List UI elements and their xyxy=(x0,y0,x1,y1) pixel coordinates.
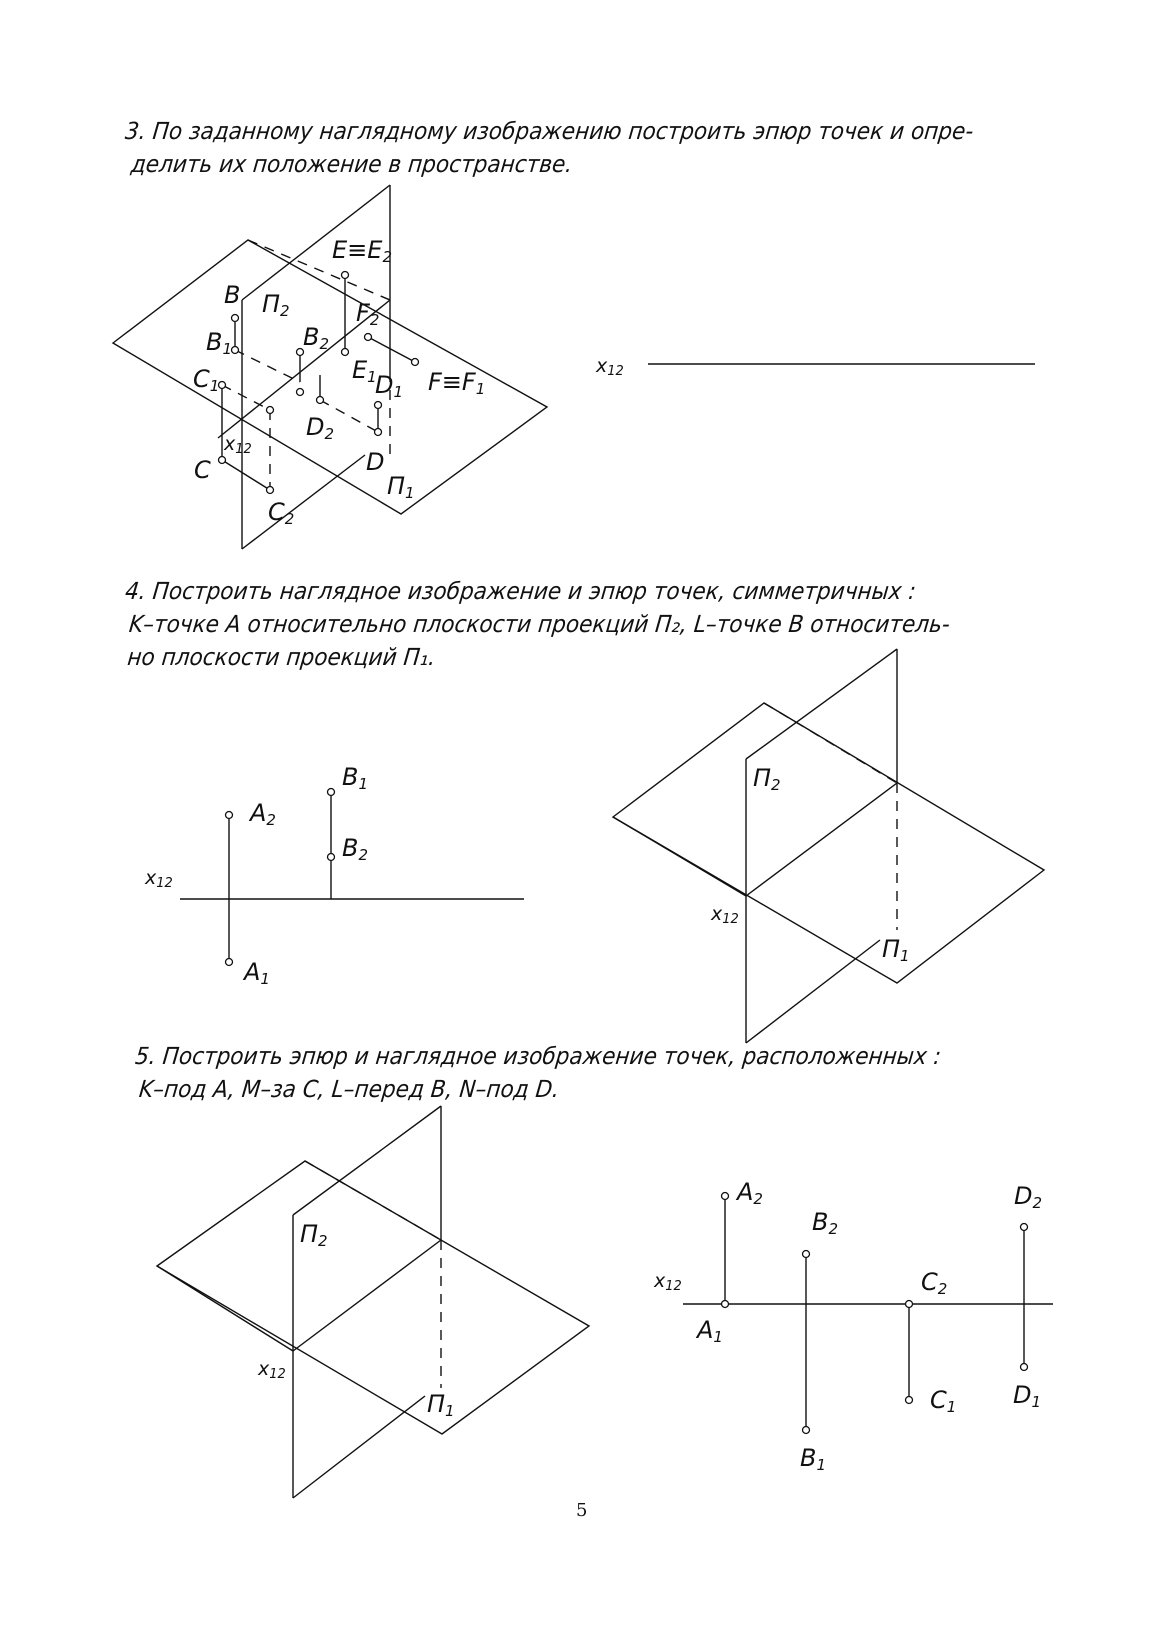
task5-plane-p2-bottom xyxy=(293,1396,425,1498)
task3-proj-c-c2 xyxy=(222,460,270,490)
task5-line2: K–под А, М–за С, L–перед В, N–под D. xyxy=(137,1075,561,1103)
task3-point-f xyxy=(412,359,419,366)
task3-label-p2: П2 xyxy=(262,290,290,320)
task3-label-b1: B1 xyxy=(206,328,233,358)
task3-point-e xyxy=(342,272,349,279)
task3-pictorial xyxy=(113,185,547,549)
task4-point-b1 xyxy=(328,789,335,796)
task3-label-c1: C1 xyxy=(193,365,220,395)
task4-label-a1: A1 xyxy=(244,958,270,988)
task3-proj-b1-b2 xyxy=(235,350,300,382)
task5-axis-x12 xyxy=(293,1240,441,1351)
task5-label-x12: x12 xyxy=(258,1358,286,1382)
task5-label-p2: П2 xyxy=(300,1220,328,1250)
task5-point-b2 xyxy=(803,1251,810,1258)
task3-label-b: B xyxy=(224,281,241,309)
task5-plane-p1 xyxy=(157,1161,589,1434)
task3-label-f2: F2 xyxy=(356,299,380,329)
task4-front-edge xyxy=(613,817,746,896)
task5-hidden-edge xyxy=(305,1161,441,1240)
task3-plane-p1 xyxy=(113,240,547,514)
task3-proj-f xyxy=(368,337,415,362)
task4-label-a2: A2 xyxy=(250,799,276,829)
task5-point-a1 xyxy=(722,1301,729,1308)
task5-label-c1: C1 xyxy=(930,1386,957,1416)
task4-label-p2: П2 xyxy=(753,764,781,794)
task3-line2: делить их положение в пространстве. xyxy=(129,150,574,178)
task4-label-b1: B1 xyxy=(342,763,369,793)
task3-label-d: D xyxy=(366,448,385,476)
task4-plane-p2-top xyxy=(746,649,897,759)
task3-point-c2 xyxy=(267,487,274,494)
task5-point-d2 xyxy=(1021,1224,1028,1231)
task3-point-d1 xyxy=(375,402,382,409)
task3-label-e-e2: E≡E2 xyxy=(332,236,392,266)
task4-line1: 4. Построить наглядное изображение и эпюр точек, симметричных : xyxy=(123,577,918,605)
task5-label-a1: A1 xyxy=(697,1316,723,1346)
task5-label-b2: B2 xyxy=(812,1208,839,1238)
task4-point-b2 xyxy=(328,854,335,861)
task3-point-b1 xyxy=(232,347,239,354)
task5-epure xyxy=(653,1178,1053,1474)
task5-plane-p2-top xyxy=(293,1106,441,1215)
task5-front-edge xyxy=(157,1266,293,1351)
task5-label-d1: D1 xyxy=(1013,1381,1042,1411)
task4-label-x12: x12 xyxy=(145,867,173,891)
task5-point-b1 xyxy=(803,1427,810,1434)
task4-label-b2: B2 xyxy=(342,834,369,864)
task3-point-d2 xyxy=(317,397,324,404)
task5-label-d2: D2 xyxy=(1014,1182,1043,1212)
task3-plane-p2-bottom xyxy=(242,455,365,549)
task3-proj-c1-line xyxy=(222,385,270,410)
task3-point-f2 xyxy=(365,334,372,341)
task3-label-d1: D1 xyxy=(375,371,404,401)
task5-point-a2 xyxy=(722,1193,729,1200)
task4-point-a1 xyxy=(226,959,233,966)
task5-pictorial xyxy=(157,1106,589,1498)
task4-label-p1: П1 xyxy=(882,935,910,965)
task3-point-cx xyxy=(267,407,274,414)
task3-label-c2: C2 xyxy=(268,498,295,528)
task3-point-c xyxy=(219,457,226,464)
task3-line1: 3. По заданному наглядному изображению построить эпюр точек и опре- xyxy=(123,117,975,145)
task5-point-c1 xyxy=(906,1397,913,1404)
task3-point-e1 xyxy=(342,349,349,356)
task4-hidden-edge xyxy=(764,703,897,783)
task3-epure-axis xyxy=(595,355,1035,379)
task5-label-c2: C2 xyxy=(921,1268,948,1298)
task3-label-x12: x12 xyxy=(224,433,252,457)
task5-label-b1: B1 xyxy=(800,1444,827,1474)
task3-point-bx xyxy=(297,389,304,396)
task3-label-d2: D2 xyxy=(306,413,335,443)
task5-label-a2: A2 xyxy=(737,1178,763,1208)
task4-epure xyxy=(144,763,524,988)
task4-plane-p2-bottom xyxy=(746,940,880,1043)
task4-line3: но плоскости проекций П₁. xyxy=(126,643,437,671)
task5-line1: 5. Построить эпюр и наглядное изображение точек, расположенных : xyxy=(133,1042,943,1070)
task4-pictorial xyxy=(613,649,1044,1043)
task4-plane-p1 xyxy=(613,703,1044,983)
task4-label-x12: x12 xyxy=(711,903,739,927)
task3-label-c: C xyxy=(194,456,211,484)
task3-label-p1: П1 xyxy=(387,472,415,502)
task5-point-d1 xyxy=(1021,1364,1028,1371)
task5-label-p1: П1 xyxy=(427,1390,455,1420)
task3-point-c1 xyxy=(219,382,226,389)
task3-axis-label: x12 xyxy=(596,355,624,379)
task3-label-b2: B2 xyxy=(303,323,330,353)
task5-label-x12: x12 xyxy=(654,1270,682,1294)
task5-point-c2 xyxy=(906,1301,913,1308)
page-number: 5 xyxy=(576,1500,588,1521)
task3-label-e1: E1 xyxy=(352,356,377,386)
task3-point-b xyxy=(232,315,239,322)
task3-point-d xyxy=(375,429,382,436)
task4-axis-x12 xyxy=(746,783,897,896)
task4-line2: K–точке А относительно плоскости проекций П₂, L–точке В относитель- xyxy=(127,610,952,638)
task3-label-f-f1: F≡F1 xyxy=(428,368,486,398)
task4-point-a2 xyxy=(226,812,233,819)
